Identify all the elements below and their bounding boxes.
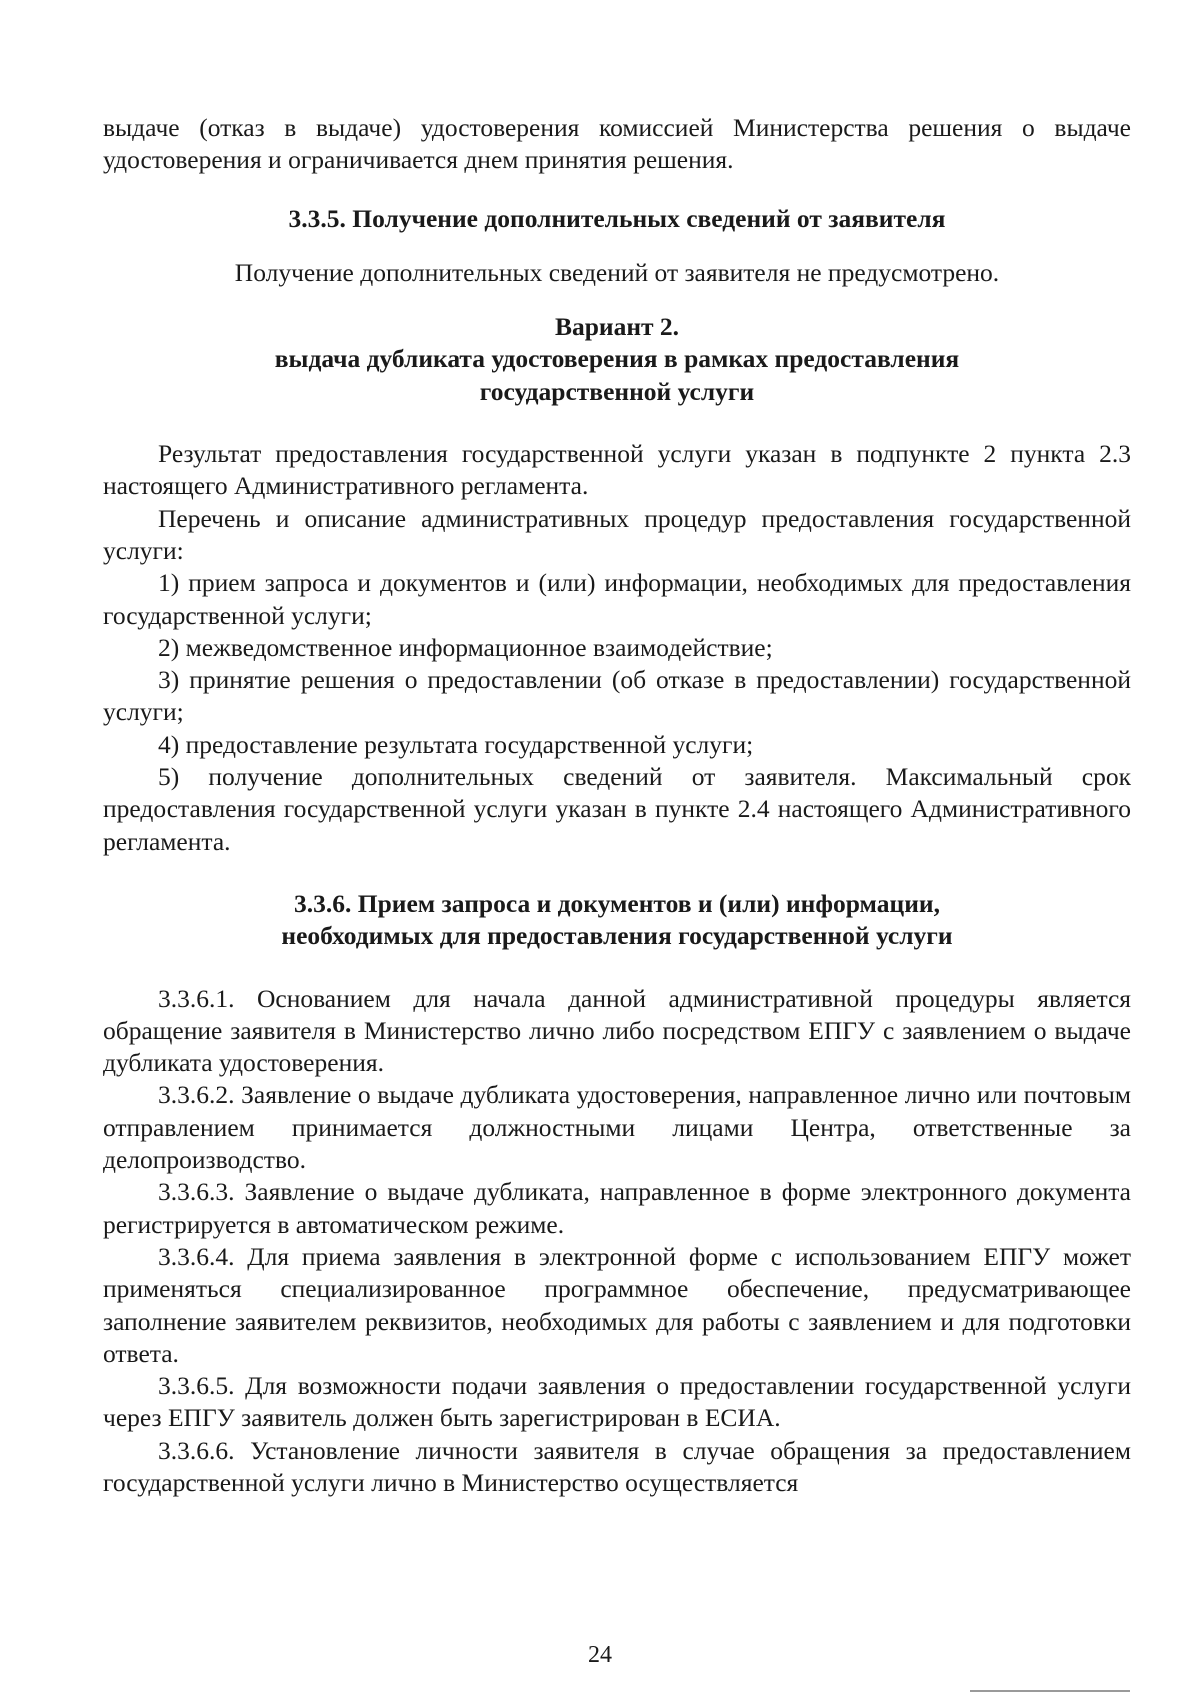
variant-paragraph: Результат предоставления государственной услуги указан в подпункте 2 пункта 2.3 настоящего Административного регламента. xyxy=(103,439,1131,501)
section-336-heading-line2: необходимых для предоставления государственной услуги xyxy=(281,921,953,951)
section-336-paragraph: 3.3.6.4. Для приема заявления в электронной форме с использованием ЕПГУ может применяться специализированное программное обеспечение, предусматривающее заполнение заявителем реквизитов, необходимых для работы с заявлением и для подготовки ответа. xyxy=(103,1241,1131,1368)
page-number: 24 xyxy=(588,1642,612,1668)
document-page xyxy=(103,112,1131,1499)
variant-title: Вариант 2. xyxy=(554,312,680,342)
procedure-list-item: 4) предоставление результата государственной услуги; xyxy=(158,729,754,759)
variant-subtitle-line1: выдача дубликата удостоверения в рамках предоставления xyxy=(274,344,960,374)
procedure-list-item: 1) прием запроса и документов и (или) информации, необходимых для предоставления государственной услуги; xyxy=(103,568,1131,630)
intro-paragraph: выдаче (отказ в выдаче) удостоверения комиссией Министерства решения о выдаче удостоверения и ограничивается днем принятия решения. xyxy=(103,113,1131,175)
section-336-heading-line1: 3.3.6. Прием запроса и документов и (или) информации, xyxy=(294,888,940,918)
section-336-paragraph: 3.3.6.2. Заявление о выдаче дубликата удостоверения, направленное лично или почтовым отправлением принимается должностными лицами Центра, ответственные за делопроизводство. xyxy=(103,1080,1131,1175)
procedure-list-item: 3) принятие решения о предоставлении (об отказе в предоставлении) государственной услуги; xyxy=(103,665,1131,727)
procedure-list-item: 2) межведомственное информационное взаимодействие; xyxy=(158,632,773,662)
section-336-paragraph: 3.3.6.3. Заявление о выдаче дубликата, направленное в форме электронного документа регистрируется в автоматическом режиме. xyxy=(103,1177,1131,1239)
section-336-paragraph: 3.3.6.1. Основанием для начала данной административной процедуры является обращение заявителя в Министерство лично либо посредством ЕПГУ с заявлением о выдаче дубликата удостоверения. xyxy=(103,983,1131,1078)
section-336-paragraph: 3.3.6.6. Установление личности заявителя в случае обращения за предоставлением государственной услуги лично в Министерство осуществляется xyxy=(103,1435,1131,1497)
procedure-list-item: 5) получение дополнительных сведений от заявителя. Максимальный срок предоставления государственной услуги указан в пункте 2.4 настоящего Административного регламента. xyxy=(103,762,1131,856)
variant-subtitle-line2: государственной услуги xyxy=(479,376,755,406)
section-335-text: Получение дополнительных сведений от заявителя не предусмотрено. xyxy=(234,257,1000,287)
section-335-heading: 3.3.5. Получение дополнительных сведений от заявителя xyxy=(288,203,946,233)
variant-paragraph: Перечень и описание административных процедур предоставления государственной услуги: xyxy=(103,503,1131,565)
scan-artifact-line xyxy=(970,1690,1130,1692)
section-336-paragraph: 3.3.6.5. Для возможности подачи заявления о предоставлении государственной услуги через ЕПГУ заявитель должен быть зарегистрирован в ЕСИА. xyxy=(103,1371,1131,1433)
